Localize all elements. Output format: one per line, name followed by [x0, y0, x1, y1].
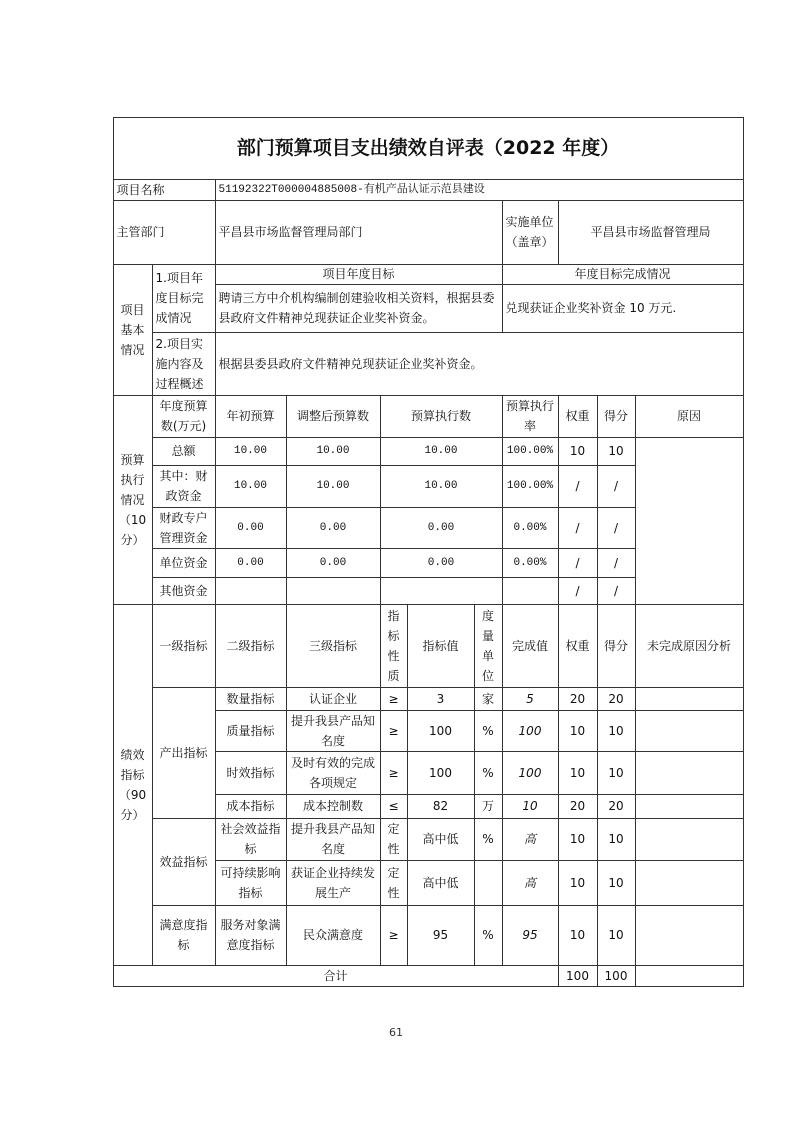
- budget-adjusted: 10.00: [286, 465, 381, 508]
- budget-reason: [635, 437, 744, 605]
- budget-executed: 10.00: [380, 465, 503, 508]
- indicator-weight: 10: [558, 818, 598, 861]
- level2-indicator: 社会效益指标: [215, 818, 287, 861]
- perf-header: 度量单位: [474, 604, 503, 688]
- perf-header: 未完成原因分析: [635, 604, 744, 688]
- indicator-unit: %: [474, 905, 503, 966]
- indicator-score: 10: [597, 818, 636, 861]
- indicator-weight: 10: [558, 710, 598, 752]
- budget-row-name: 其他资金: [152, 577, 216, 605]
- indicator-nature: 定性: [380, 860, 408, 906]
- budget-header: 预算执行率: [502, 395, 559, 438]
- indicator-score: 10: [597, 905, 636, 966]
- indicator-nature: ≥: [380, 905, 408, 966]
- budget-header: 年度预算数(万元): [152, 395, 216, 438]
- indicator-unit: 家: [474, 687, 503, 711]
- budget-header: 得分: [597, 395, 636, 438]
- goal-text: 聘请三方中介机构编制创建验收相关资料，根据县委县政府文件精神兑现获证企业奖补资金。: [215, 284, 503, 333]
- budget-executed: 0.00: [380, 507, 503, 549]
- level1-benefit: 效益指标: [152, 818, 216, 906]
- goal-header: 项目年度目标: [215, 264, 503, 285]
- budget-group-label: 预算执行情况（10分）: [113, 395, 153, 605]
- indicator-target: 82: [407, 794, 475, 819]
- indicator-score: 20: [597, 794, 636, 819]
- indicator-unit: 万: [474, 794, 503, 819]
- total-weight: 100: [558, 965, 598, 987]
- total-reason: [635, 965, 744, 987]
- indicator-unit: [474, 860, 503, 906]
- perf-header: 指标值: [407, 604, 475, 688]
- perf-group-label: 绩效指标（90分）: [113, 604, 153, 966]
- level3-indicator: 认证企业: [286, 687, 381, 711]
- level1-satisfaction: 满意度指标: [152, 905, 216, 966]
- total-score: 100: [597, 965, 636, 987]
- perf-header: 指标性质: [380, 604, 408, 688]
- total-label: 合计: [113, 965, 559, 987]
- indicator-target: 100: [407, 751, 475, 795]
- budget-header: 预算执行数: [380, 395, 503, 438]
- budget-row-name: 总额: [152, 437, 216, 466]
- indicator-nature: 定性: [380, 818, 408, 861]
- level3-indicator: 提升我县产品知名度: [286, 818, 381, 861]
- impl-unit-label: 实施单位（盖章）: [502, 200, 559, 265]
- budget-header: 年初预算: [215, 395, 287, 438]
- perf-header: 完成值: [502, 604, 559, 688]
- indicator-actual: 100: [502, 710, 559, 752]
- level2-indicator: 时效指标: [215, 751, 287, 795]
- indicator-target: 3: [407, 687, 475, 711]
- budget-score: 10: [597, 437, 636, 466]
- impl-content-text: 根据县委县政府文件精神兑现获证企业奖补资金。: [215, 332, 744, 396]
- perf-header: 得分: [597, 604, 636, 688]
- indicator-actual: 95: [502, 905, 559, 966]
- budget-initial: 0.00: [215, 507, 287, 549]
- indicator-unit: %: [474, 710, 503, 752]
- budget-rate: 100.00%: [502, 465, 559, 508]
- budget-score: /: [597, 465, 636, 508]
- budget-initial: 10.00: [215, 465, 287, 508]
- indicator-reason: [635, 818, 744, 861]
- table-title: 部门预算项目支出绩效自评表（2022 年度）: [113, 117, 744, 180]
- level2-indicator: 成本指标: [215, 794, 287, 819]
- impl-unit-value: 平昌县市场监督管理局: [558, 200, 744, 265]
- budget-rate: 100.00%: [502, 437, 559, 466]
- indicator-target: 95: [407, 905, 475, 966]
- level3-indicator: 获证企业持续发展生产: [286, 860, 381, 906]
- indicator-nature: ≤: [380, 794, 408, 819]
- indicator-reason: [635, 905, 744, 966]
- budget-weight: /: [558, 465, 598, 508]
- budget-rate: [502, 577, 559, 605]
- perf-header: 二级指标: [215, 604, 287, 688]
- project-name-value: 51192322T000004885008-有机产品认证示范县建设: [215, 179, 744, 201]
- budget-adjusted: 0.00: [286, 507, 381, 549]
- budget-executed: [380, 577, 503, 605]
- indicator-actual: 100: [502, 751, 559, 795]
- indicator-actual: 10: [502, 794, 559, 819]
- indicator-score: 10: [597, 751, 636, 795]
- level3-indicator: 成本控制数: [286, 794, 381, 819]
- basic-info-label: 项目基本情况: [113, 264, 153, 396]
- indicator-reason: [635, 860, 744, 906]
- indicator-target: 高中低: [407, 860, 475, 906]
- budget-score: /: [597, 548, 636, 578]
- indicator-unit: %: [474, 751, 503, 795]
- budget-adjusted: 0.00: [286, 548, 381, 578]
- indicator-target: 高中低: [407, 818, 475, 861]
- budget-adjusted: 10.00: [286, 437, 381, 466]
- budget-adjusted: [286, 577, 381, 605]
- indicator-weight: 20: [558, 687, 598, 711]
- budget-row-name: 财政专户管理资金: [152, 507, 216, 549]
- done-header: 年度目标完成情况: [502, 264, 744, 285]
- page-number: 61: [389, 1026, 403, 1039]
- level2-indicator: 数量指标: [215, 687, 287, 711]
- done-text: 兑现获证企业奖补资金 10 万元.: [502, 284, 744, 333]
- indicator-unit: %: [474, 818, 503, 861]
- indicator-weight: 10: [558, 860, 598, 906]
- indicator-reason: [635, 687, 744, 711]
- budget-weight: /: [558, 577, 598, 605]
- indicator-nature: ≥: [380, 710, 408, 752]
- dept-label: 主管部门: [113, 200, 216, 265]
- perf-header: 权重: [558, 604, 598, 688]
- level2-indicator: 可持续影响指标: [215, 860, 287, 906]
- indicator-weight: 20: [558, 794, 598, 819]
- level2-indicator: 质量指标: [215, 710, 287, 752]
- budget-executed: 0.00: [380, 548, 503, 578]
- indicator-weight: 10: [558, 905, 598, 966]
- budget-weight: /: [558, 507, 598, 549]
- indicator-weight: 10: [558, 751, 598, 795]
- indicator-actual: 高: [502, 818, 559, 861]
- project-name-label: 项目名称: [113, 179, 216, 201]
- budget-initial: 0.00: [215, 548, 287, 578]
- level2-indicator: 服务对象满意度指标: [215, 905, 287, 966]
- budget-weight: /: [558, 548, 598, 578]
- budget-header: 权重: [558, 395, 598, 438]
- indicator-score: 20: [597, 687, 636, 711]
- budget-header: 原因: [635, 395, 744, 438]
- level3-indicator: 提升我县产品知名度: [286, 710, 381, 752]
- indicator-target: 100: [407, 710, 475, 752]
- indicator-reason: [635, 751, 744, 795]
- budget-score: /: [597, 577, 636, 605]
- budget-score: /: [597, 507, 636, 549]
- budget-rate: 0.00%: [502, 548, 559, 578]
- indicator-score: 10: [597, 860, 636, 906]
- indicator-nature: ≥: [380, 687, 408, 711]
- perf-header: 一级指标: [152, 604, 216, 688]
- level3-indicator: 及时有效的完成各项规定: [286, 751, 381, 795]
- indicator-reason: [635, 794, 744, 819]
- budget-initial: 10.00: [215, 437, 287, 466]
- impl-content-label: 2.项目实施内容及过程概述: [152, 332, 216, 396]
- level1-output: 产出指标: [152, 687, 216, 819]
- budget-executed: 10.00: [380, 437, 503, 466]
- indicator-score: 10: [597, 710, 636, 752]
- indicator-actual: 5: [502, 687, 559, 711]
- dept-value: 平昌县市场监督管理局部门: [215, 200, 503, 265]
- goal-label: 1.项目年度目标完成情况: [152, 264, 216, 333]
- budget-initial: [215, 577, 287, 605]
- budget-row-name: 其中：财政资金: [152, 465, 216, 508]
- budget-rate: 0.00%: [502, 507, 559, 549]
- indicator-actual: 高: [502, 860, 559, 906]
- budget-row-name: 单位资金: [152, 548, 216, 578]
- indicator-reason: [635, 710, 744, 752]
- budget-header: 调整后预算数: [286, 395, 381, 438]
- indicator-nature: ≥: [380, 751, 408, 795]
- level3-indicator: 民众满意度: [286, 905, 381, 966]
- perf-header: 三级指标: [286, 604, 381, 688]
- budget-weight: 10: [558, 437, 598, 466]
